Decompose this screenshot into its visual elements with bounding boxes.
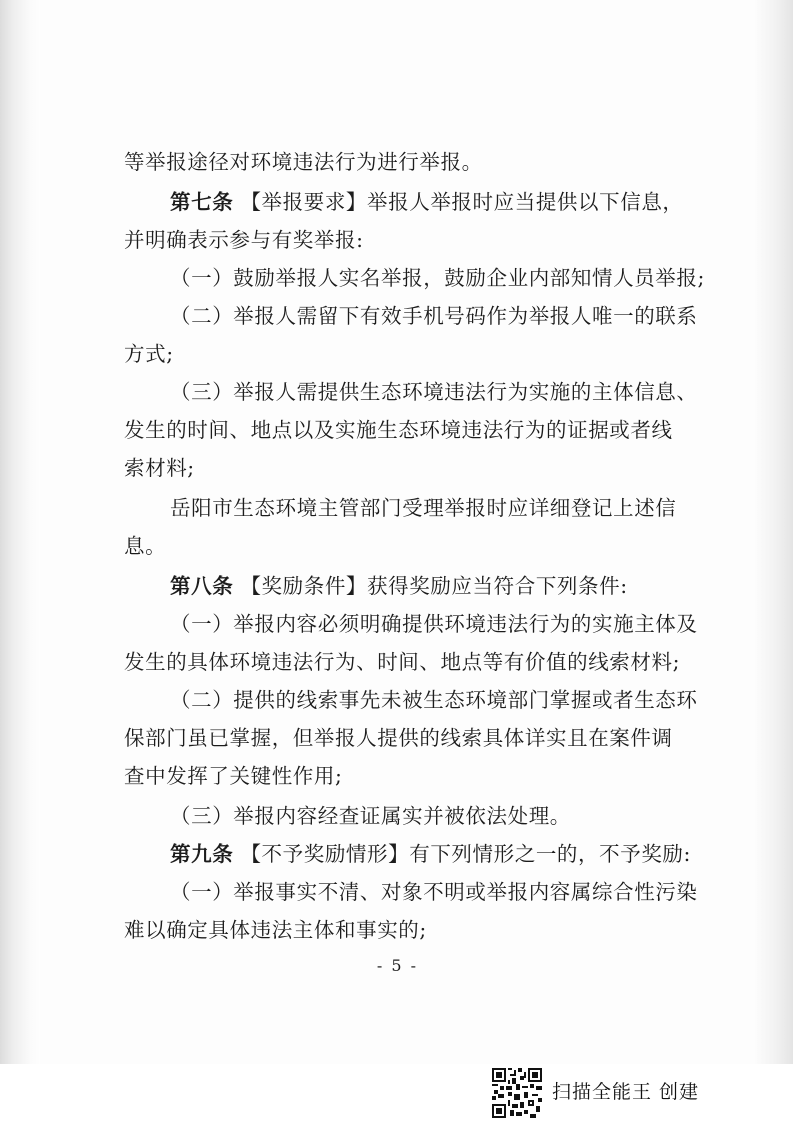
qr-code-icon xyxy=(492,1068,542,1118)
paragraph-line xyxy=(124,762,343,790)
line-text: 索材料; xyxy=(124,456,195,480)
paragraph-line xyxy=(170,878,698,906)
paragraph-line xyxy=(124,532,166,560)
line-text: 保部门虽已掌握，但举报人提供的线索具体详实且在案件调 xyxy=(124,726,673,750)
line-text: （二）提供的线索事先未被生态环境部门掌握或者生态环 xyxy=(170,688,698,712)
line-text: （三）举报人需提供生态环境违法行为实施的主体信息、 xyxy=(170,380,698,404)
line-text: （一）举报内容必须明确提供环境违法行为的实施主体及 xyxy=(170,612,698,636)
line-text: 方式; xyxy=(124,342,174,366)
line-text: 【奖励条件】获得奖励应当符合下列条件: xyxy=(240,574,628,598)
paragraph-line xyxy=(124,226,364,254)
line-text: （二）举报人需留下有效手机号码作为举报人唯一的联系 xyxy=(170,304,698,328)
line-text: （三）举报内容经查证属实并被依法处理。 xyxy=(170,804,571,828)
line-text: 等举报途径对环境违法行为进行举报。 xyxy=(124,150,483,174)
paragraph-line xyxy=(170,610,698,638)
paragraph-line xyxy=(124,454,195,482)
article-number: 第八条 xyxy=(170,574,234,598)
line-text: 岳阳市生态环境主管部门受理举报时应详细登记上述信 xyxy=(170,496,677,520)
paragraph-line xyxy=(124,340,174,368)
line-text: （一）鼓励举报人实名举报，鼓励企业内部知情人员举报; xyxy=(170,266,706,290)
paragraph-line xyxy=(170,264,705,292)
paragraph-line xyxy=(124,724,673,752)
line-text: 【举报要求】举报人举报时应当提供以下信息， xyxy=(240,190,684,214)
paragraph-line xyxy=(170,802,571,830)
line-text: 查中发挥了关键性作用; xyxy=(124,764,343,788)
line-text: 发生的具体环境违法行为、时间、地点等有价值的线索材料; xyxy=(124,650,681,674)
line-text: 发生的时间、地点以及实施生态环境违法行为的证据或者线 xyxy=(124,418,673,442)
scanner-watermark-label: 扫描全能王 创建 xyxy=(552,1081,700,1103)
paragraph-line xyxy=(170,686,698,714)
page-number: - 5 - xyxy=(376,956,419,975)
line-text: 息。 xyxy=(124,534,167,558)
scanner-footer xyxy=(0,1064,793,1122)
paragraph-line xyxy=(170,188,684,216)
paragraph-line xyxy=(170,572,628,600)
scan-shadow-left xyxy=(0,0,44,1064)
paragraph-line xyxy=(170,494,676,522)
paragraph-line xyxy=(124,148,483,176)
scan-shadow-right xyxy=(749,0,793,1064)
line-text: 并明确表示参与有奖举报: xyxy=(124,228,364,252)
article-number: 第九条 xyxy=(170,842,234,866)
paragraph-line xyxy=(124,648,680,676)
paragraph-line xyxy=(124,916,427,944)
paragraph-line xyxy=(170,302,698,330)
paragraph-line xyxy=(170,840,691,868)
paragraph-line xyxy=(170,378,698,406)
document-page xyxy=(40,0,755,1064)
paragraph-line xyxy=(124,416,673,444)
line-text: 【不予奖励情形】有下列情形之一的，不予奖励: xyxy=(240,842,692,866)
line-text: （一）举报事实不清、对象不明或举报内容属综合性污染 xyxy=(170,880,698,904)
line-text: 难以确定具体违法主体和事实的; xyxy=(124,918,427,942)
article-number: 第七条 xyxy=(170,190,234,214)
